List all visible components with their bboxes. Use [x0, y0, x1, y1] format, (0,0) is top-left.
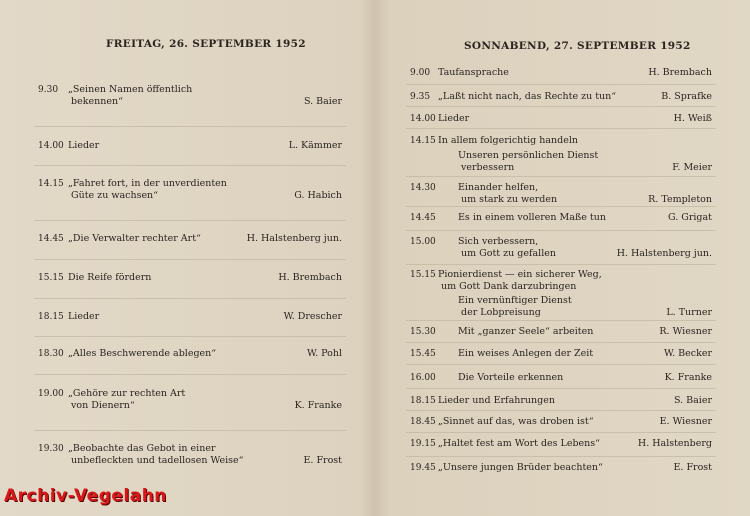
row-divider — [406, 342, 716, 343]
program-title: „Unsere jungen Brüder beachten“ — [438, 462, 603, 473]
program-title: In allem folgerichtig handeln — [438, 135, 578, 146]
program-title: Ein weises Anlegen der Zeit — [458, 348, 594, 359]
program-title: „Sinnet auf das, was droben ist“ — [438, 416, 594, 427]
program-item — [410, 67, 712, 93]
program-speaker: F. Meier — [672, 162, 712, 173]
program-item — [410, 269, 712, 295]
program-speaker: W. Pohl — [306, 348, 342, 359]
program-item — [410, 236, 712, 262]
program-title: „Seinen Namen öffentlich bekennen“ — [68, 84, 193, 107]
program-time: 19.45 — [410, 463, 436, 473]
row-divider — [406, 388, 716, 389]
row-divider — [406, 84, 716, 85]
saturday-heading: SONNABEND, 27. SEPTEMBER 1952 — [464, 40, 691, 52]
program-item — [410, 295, 712, 321]
program-time: 14.00 — [410, 114, 436, 124]
program-speaker: R. Wiesner — [659, 326, 712, 337]
program-speaker: W. Becker — [664, 348, 712, 359]
program-speaker: E. Wiesner — [659, 416, 712, 427]
program-time: 18.15 — [410, 396, 436, 406]
program-title: Lieder — [438, 113, 470, 124]
program-time: 18.15 — [38, 312, 64, 322]
program-speaker: L. Turner — [666, 307, 712, 318]
row-divider — [406, 264, 716, 265]
program-speaker: B. Sprafke — [661, 91, 712, 102]
program-time: 18.30 — [38, 349, 64, 359]
program-speaker: H. Brembach — [648, 67, 712, 78]
program-item — [38, 233, 342, 259]
program-title: Die Reife fördern — [68, 272, 152, 283]
program-time: 15.00 — [410, 237, 436, 247]
program-title: Es in einem volleren Maße tun — [458, 212, 606, 223]
program-speaker: R. Templeton — [648, 194, 712, 205]
row-divider — [34, 298, 346, 299]
program-time: 9.00 — [410, 68, 431, 78]
row-divider — [406, 432, 716, 433]
program-title: Taufansprache — [438, 67, 509, 78]
program-time: 14.00 — [38, 141, 64, 151]
program-speaker: H. Halstenberg jun. — [246, 233, 342, 244]
program-title: Lieder — [68, 140, 100, 151]
program-time: 15.45 — [410, 349, 436, 359]
program-time: 19.00 — [38, 389, 64, 399]
program-title: Einander helfen, um stark zu werden — [458, 182, 558, 205]
program-speaker: H. Halstenberg jun. — [616, 248, 712, 259]
program-speaker: H. Halstenberg — [637, 438, 712, 449]
program-item — [38, 178, 342, 204]
program-item — [38, 443, 342, 469]
program-time: 18.45 — [410, 417, 436, 427]
program-title: „Die Verwalter rechter Art“ — [68, 233, 201, 244]
row-divider — [406, 410, 716, 411]
program-speaker: L. Kämmer — [288, 140, 342, 151]
row-divider — [406, 364, 716, 365]
program-item — [410, 212, 712, 238]
program-item — [410, 348, 712, 374]
friday-heading: FREITAG, 26. SEPTEMBER 1952 — [106, 38, 306, 50]
program-title: „Alles Beschwerende ablegen“ — [68, 348, 217, 359]
program-time: 9.30 — [38, 85, 59, 95]
row-divider — [406, 230, 716, 231]
program-time: 16.00 — [410, 373, 436, 383]
program-item — [38, 348, 342, 374]
program-time: 14.45 — [410, 213, 436, 223]
archive-watermark: Archiv-Vegelahn — [4, 486, 167, 506]
program-title: „Fahret fort, in der unverdienten Güte zu wachsen“ — [68, 178, 227, 201]
program-time: 15.30 — [410, 327, 436, 337]
program-time: 15.15 — [38, 273, 64, 283]
row-divider — [406, 456, 716, 457]
program-speaker: S. Baier — [303, 96, 342, 107]
program-speaker: W. Drescher — [283, 311, 342, 322]
program-speaker: K. Franke — [664, 372, 712, 383]
program-title: „Beobachte das Gebot in einer unbefleckten und tadellosen Weise“ — [68, 443, 244, 466]
row-divider — [406, 128, 716, 129]
row-divider — [34, 336, 346, 337]
row-divider — [34, 126, 346, 127]
program-time: 14.30 — [410, 183, 436, 193]
program-time: 14.15 — [38, 179, 64, 189]
program-title: Die Vorteile erkennen — [458, 372, 564, 383]
program-title: Lieder und Erfahrungen — [438, 395, 555, 406]
row-divider — [34, 430, 346, 431]
program-item — [38, 272, 342, 298]
row-divider — [34, 220, 346, 221]
program-time: 14.45 — [38, 234, 64, 244]
row-divider — [406, 176, 716, 177]
row-divider — [34, 165, 346, 166]
program-item — [38, 311, 342, 337]
program-title: Unseren persönlichen Dienst verbessern — [458, 150, 599, 173]
program-speaker: H. Brembach — [278, 272, 342, 283]
program-item — [410, 438, 712, 464]
program-item — [410, 182, 712, 208]
row-divider — [34, 374, 346, 375]
program-title: Ein vernünftiger Dienst der Lobpreisung — [458, 295, 572, 318]
program-item — [410, 462, 712, 488]
program-time: 19.15 — [410, 439, 436, 449]
program-speaker: S. Baier — [673, 395, 712, 406]
program-time: 15.15 — [410, 270, 436, 280]
row-divider — [406, 206, 716, 207]
program-time: 19.30 — [38, 444, 64, 454]
program-title: Lieder — [68, 311, 100, 322]
program-title: „Haltet fest am Wort des Lebens“ — [438, 438, 601, 449]
program-speaker: K. Franke — [294, 400, 342, 411]
program-time: 9.35 — [410, 92, 431, 102]
row-divider — [406, 320, 716, 321]
row-divider — [406, 106, 716, 107]
row-divider — [34, 259, 346, 260]
program-title: „Laßt nicht nach, das Rechte zu tun“ — [438, 91, 617, 102]
program-title: Sich verbessern, um Gott zu gefallen — [458, 236, 556, 259]
right-page — [378, 0, 750, 516]
program-item — [410, 150, 712, 176]
program-speaker: G. Grigat — [667, 212, 712, 223]
left-page — [0, 0, 372, 516]
program-speaker: E. Frost — [673, 462, 712, 473]
program-title: Mit „ganzer Seele“ arbeiten — [458, 326, 594, 337]
program-item — [38, 84, 342, 110]
program-speaker: H. Weiß — [673, 113, 712, 124]
program-item — [38, 140, 342, 166]
program-speaker: G. Habich — [294, 190, 342, 201]
program-title: Pionierdienst — ein sicherer Weg, um Gott Dank darzubringen — [438, 269, 602, 292]
program-speaker: E. Frost — [303, 455, 342, 466]
program-time: 14.15 — [410, 136, 436, 146]
program-title: „Gehöre zur rechten Art von Dienern“ — [68, 388, 186, 411]
program-item — [38, 388, 342, 414]
